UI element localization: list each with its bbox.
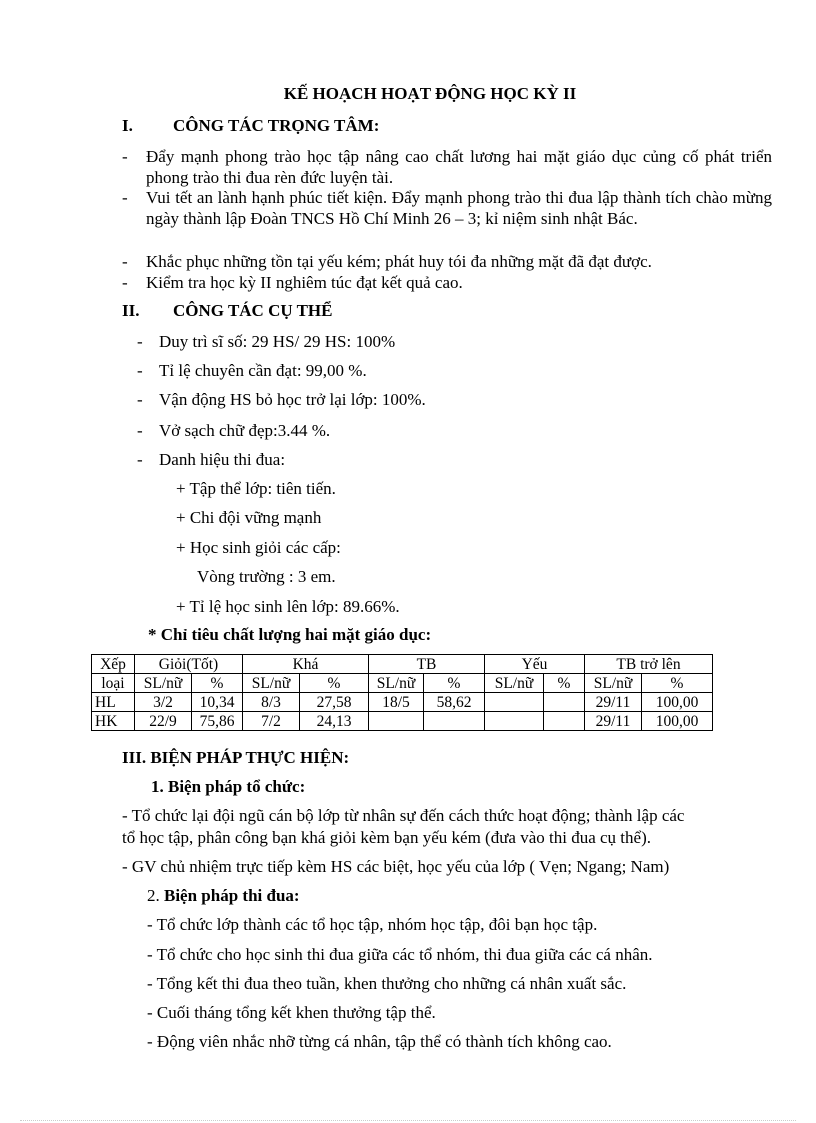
section-1-number: I. [122,116,133,135]
table-cell [424,712,485,731]
subheader-cell: SL/nữ [135,674,192,693]
item-dash: - [137,390,143,409]
header-loai: loại [92,674,135,693]
table-cell: 22/9 [135,712,192,731]
measure-1-line: tổ học tập, phân công bạn khá giỏi kèm bạn yếu kém (đưa vào thi đua cụ thể). [122,828,651,847]
subheader-cell: SL/nữ [585,674,642,693]
table-cell: 29/11 [585,712,642,731]
item-danh-hieu: Danh hiệu thi đua: [159,450,286,469]
item-dash: - [137,361,143,380]
section-1-bullet-1: - Đẩy mạnh phong trào học tập nâng cao chất lương hai mặt giáo dục củng cố phát triển phong trào thi đua rèn đức luyện tài. [122,147,772,187]
page-bottom-divider [20,1120,796,1121]
item-chuyen-can: Tỉ lệ chuyên cần đạt: 99,00 %. [159,361,367,380]
item-dash: - [137,332,143,351]
table-cell: 29/11 [585,693,642,712]
measure-2-heading [147,886,300,906]
sub-item-chi-doi: + Chi đội vững mạnh [176,508,322,527]
table-cell: 27,58 [300,693,369,712]
section-1-heading: CÔNG TÁC TRỌNG TÂM: [173,116,380,135]
sub-item-tap-the: + Tập thể lớp: tiên tiến. [176,479,336,498]
table-cell [485,712,544,731]
table-cell: 75,86 [192,712,243,731]
subheader-cell: % [424,674,485,693]
item-van-dong: Vận động HS bỏ học trở lại lớp: 100%. [159,390,426,409]
table-header-row [92,655,713,674]
item-vo-sach: Vở sạch chữ đẹp:3.44 %. [159,421,331,440]
header-group: Yếu [485,655,585,674]
header-group: Khá [243,655,369,674]
measure-1-heading: 1. Biện pháp tổ chức: [151,777,306,796]
subheader-cell: SL/nữ [243,674,300,693]
header-group: Giỏi(Tốt) [135,655,243,674]
subheader-cell: SL/nữ [485,674,544,693]
header-group: TB trở lên [585,655,713,674]
measure-2-title: Biện pháp thi đua: [164,886,300,905]
table-cell: 18/5 [369,693,424,712]
header-group: TB [369,655,485,674]
measure-1-line: - Tổ chức lại đội ngũ cán bộ lớp từ nhân sự đến cách thức hoạt động; thành lập các [122,806,685,825]
measure-2-line: - Tổ chức lớp thành các tổ học tập, nhóm học tập, đôi bạn học tập. [147,915,598,934]
subheader-cell: % [192,674,243,693]
table-cell [485,693,544,712]
subheader-cell: % [642,674,713,693]
table-cell: 8/3 [243,693,300,712]
item-dash: - [137,421,143,440]
measure-2-line: - Động viên nhắc nhỡ từng cá nhân, tập thể có thành tích không cao. [147,1032,612,1051]
sub-item-vong-truong: Vòng trường : 3 em. [197,567,336,586]
section-3-heading: III. BIỆN PHÁP THỰC HIỆN: [122,748,350,767]
document-title: KẾ HOẠCH HOẠT ĐỘNG HỌC KỲ II [283,84,577,103]
subheader-cell: % [544,674,585,693]
row-label: HL [92,693,135,712]
section-1-bullet-2: - Vui tết an lành hạnh phúc tiết kiện. Đẩy mạnh phong trào thi đua lập thành tích chào mừng ngày thành lập Đoàn TNCS Hồ Chí Minh 26 – 3; kỉ niệm sinh nhật Bác. [122,188,772,228]
sub-item-hsg: + Học sinh giỏi các cấp: [176,538,341,557]
measure-2-number: 2. [147,886,164,905]
table-cell: 100,00 [642,712,713,731]
section-2-number: II. [122,301,140,320]
row-label: HK [92,712,135,731]
item-si-so: Duy trì sĩ số: 29 HS/ 29 HS: 100% [159,332,396,351]
measure-2-line: - Tổng kết thi đua theo tuần, khen thưởng cho những cá nhân xuất sắc. [147,974,627,993]
subheader-cell: % [300,674,369,693]
table-cell: 58,62 [424,693,485,712]
table-row [92,693,713,712]
quality-heading: * Chỉ tiêu chất lượng hai mặt giáo dục: [148,625,432,644]
item-dash: - [137,450,143,469]
table-row [92,712,713,731]
subheader-cell: SL/nữ [369,674,424,693]
table-cell: 10,34 [192,693,243,712]
table-cell: 7/2 [243,712,300,731]
section-2-heading: CÔNG TÁC CỤ THỂ [173,301,333,320]
measure-2-line: - Tổ chức cho học sinh thi đua giữa các tổ nhóm, thi đua giữa các cá nhân. [147,945,653,964]
measure-2-line: - Cuối tháng tổng kết khen thưởng tập thể. [147,1003,436,1022]
table-cell: 100,00 [642,693,713,712]
table-cell [369,712,424,731]
section-1-bullet-4: - Kiểm tra học kỳ II nghiêm túc đạt kết quả cao. [122,273,463,292]
table-cell [544,693,585,712]
table-cell: 3/2 [135,693,192,712]
table-subheader-row [92,674,713,693]
table-cell: 24,13 [300,712,369,731]
measure-1-line: - GV chủ nhiệm trực tiếp kèm HS các biệt, học yếu của lớp ( Vẹn; Ngang; Nam) [122,857,670,876]
header-xep: Xếp [92,655,135,674]
sub-item-len-lop: + Tỉ lệ học sinh lên lớp: 89.66%. [176,597,400,616]
table-cell [544,712,585,731]
quality-table [91,654,713,731]
section-1-bullet-3: - Khắc phục những tồn tại yếu kém; phát huy tói đa những mặt đã đạt được. [122,252,652,271]
